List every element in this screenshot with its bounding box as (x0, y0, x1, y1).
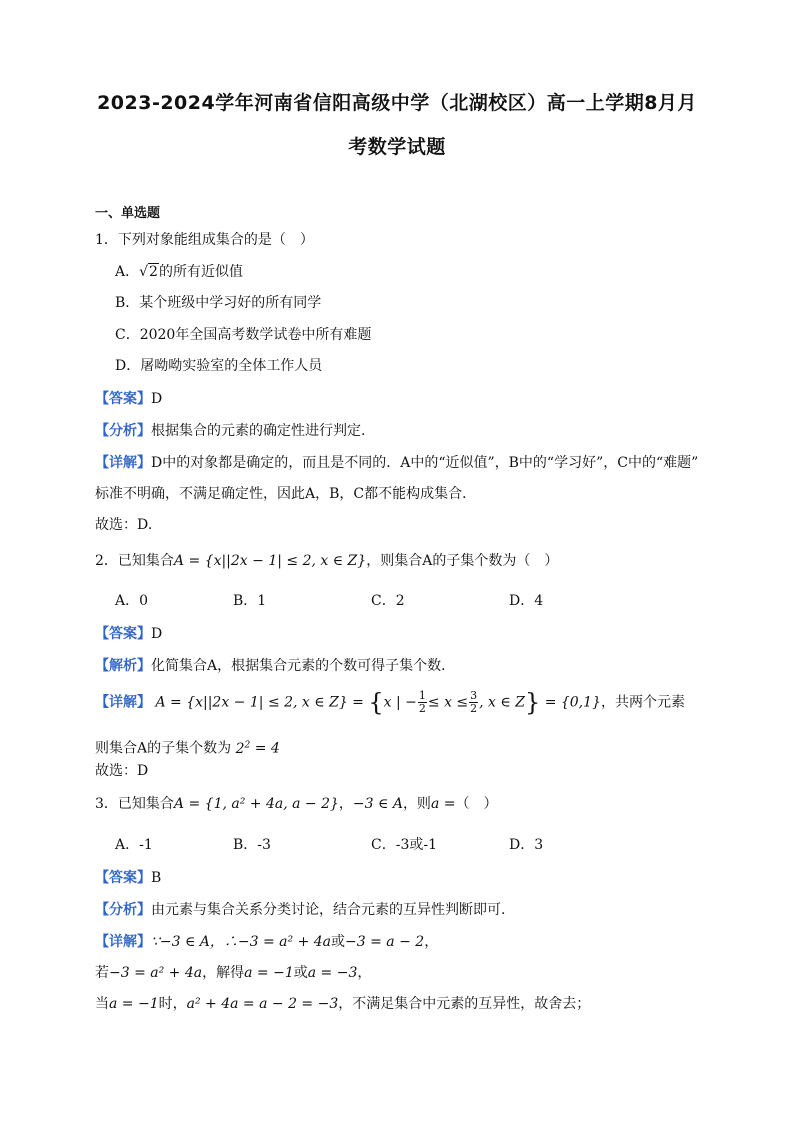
q2-conclusion-pre: 则集合A的子集个数为 (95, 740, 232, 757)
q3-case-end: ， (357, 965, 372, 981)
q2-stem-post: ，则集合A的子集个数为（ ） (366, 553, 559, 569)
q3-detail (95, 932, 438, 952)
q3-answer (95, 868, 161, 888)
q2-option-a: A．0 (115, 593, 149, 609)
q3-detail-end: ， (424, 934, 439, 950)
q2-stem-set: A = {x||2x − 1| ≤ 2, x ∈ Z} (173, 553, 367, 569)
q1-answer (95, 389, 162, 409)
q3-answer-value: B (151, 870, 162, 886)
q2-analysis (95, 656, 455, 676)
q2-analysis-text: 化简集合A，根据集合元素的个数可得子集个数． (151, 658, 456, 674)
q3-analysis (95, 900, 505, 920)
q2-stem (95, 551, 558, 571)
sqrt-symbol: √2 (139, 264, 158, 280)
analysis-tag: 【分析】 (95, 423, 151, 439)
q3-option-a: A．-1 (115, 837, 153, 853)
q3-option-c: C．-3或-1 (371, 837, 437, 853)
q3-stem-post: ，则 (402, 796, 431, 812)
q1-stem: 1．下列对象能组成集合的是（ ） (95, 232, 314, 248)
q3-stem-pre: 3．已知集合 (95, 796, 174, 812)
analysis-tag: 【解析】 (95, 658, 151, 674)
right-brace: } (524, 688, 541, 717)
q3-option-d: D．3 (509, 837, 544, 853)
q3-option-b: B．-3 (233, 837, 271, 853)
q2-detail-set: A = {x||2x − 1| ≤ 2, x ∈ Z} = (155, 694, 364, 711)
power-exponent: 2 (244, 740, 251, 750)
q1-option-a (115, 262, 243, 282)
left-brace: { (368, 688, 384, 717)
q2-answer (95, 624, 162, 644)
q1-option-d: D．屠呦呦实验室的全体工作人员 (115, 358, 323, 374)
q2-detail-result: = {0,1} (544, 694, 601, 711)
q3-check-line (95, 994, 590, 1014)
q3-check-pre: 当 (95, 996, 109, 1012)
q3-case-pre: 若 (95, 965, 109, 981)
q1-option-a-label: A． (115, 264, 140, 280)
q3-check-equation: a² + 4a = a − 2 = −3 (186, 996, 339, 1012)
fraction-denominator: 2 (418, 702, 426, 715)
q2-detail-inequality: ≤ x ≤ (427, 694, 469, 711)
detail-tag: 【详解】 (95, 934, 151, 950)
detail-tag: 【详解】 (95, 694, 151, 711)
q2-stem-pre: 2．已知集合 (95, 553, 174, 569)
q2-conclusion (95, 735, 280, 759)
q1-option-a-radicand: 2 (149, 264, 158, 280)
q2-detail-count: ，共两个元素 (600, 694, 685, 711)
q3-detail-or: 或 (331, 934, 346, 950)
fraction-three-halves (469, 690, 478, 715)
q3-check-mid: 时， (158, 996, 187, 1012)
document-title-line1: 2023-2024学年河南省信阳高级中学（北湖校区）高一上学期8月月 (97, 92, 697, 114)
q1-option-b: B．某个班级中学习好的所有同学 (115, 295, 322, 311)
q3-stem-end: （ ） (455, 796, 498, 812)
q2-option-b: B．1 (233, 593, 267, 609)
fraction-numerator: 3 (470, 689, 478, 702)
q1-choice: 故选：D. (95, 517, 153, 533)
q3-detail-math1: ∵−3 ∈ A，∴−3 = a² + 4a (151, 934, 332, 950)
section-heading: 一、单选题 (95, 206, 161, 221)
q3-stem-set: A = {1, a² + 4a, a − 2} (173, 796, 339, 812)
q1-option-c: C．2020年全国高考数学试卷中所有难题 (115, 327, 372, 343)
q1-option-a-text: 的所有近似值 (158, 264, 243, 280)
q1-detail-continued: 标准不明确，不满足确定性，因此A，B，C都不能构成集合． (95, 486, 477, 502)
q3-check-end: ，不满足集合中元素的互异性，故舍去； (338, 996, 591, 1012)
q2-answer-value: D (151, 626, 163, 642)
document-title-line2: 考数学试题 (348, 136, 446, 158)
q2-option-d: D．4 (509, 593, 544, 609)
analysis-tag: 【分析】 (95, 902, 151, 918)
q3-stem-sep: ， (338, 796, 353, 812)
q1-detail-text1: D中的对象都是确定的，而且是不同的．A中的“近似值”，B中的“学习好”，C中的“难题” (151, 455, 699, 471)
q1-analysis (95, 421, 365, 441)
q3-case-equation: −3 = a² + 4a (109, 965, 203, 981)
q2-detail-domain: , x ∈ Z (479, 694, 525, 711)
q3-case-mid: ，解得 (202, 965, 245, 981)
q2-option-c: C．2 (371, 593, 405, 609)
q3-stem-variable: a = (430, 796, 456, 812)
q2-conclusion-result: = 4 (254, 740, 280, 757)
fraction-denominator: 2 (470, 702, 478, 715)
q3-case-solution1: a = −1 (244, 965, 294, 981)
q3-analysis-text: 由元素与集合关系分类讨论，结合元素的互异性判断即可. (151, 902, 506, 918)
q3-case-solution2: a = −3 (307, 965, 358, 981)
fraction-one-half (418, 690, 427, 715)
q3-check-value: a = −1 (109, 996, 159, 1012)
q1-detail (95, 453, 698, 473)
q2-detail-x: x | − (383, 694, 417, 711)
q2-choice: 故选：D (95, 763, 149, 779)
q1-analysis-text: 根据集合的元素的确定性进行判定. (151, 423, 366, 439)
answer-tag: 【答案】 (95, 391, 151, 407)
q3-detail-math2: −3 = a − 2 (345, 934, 425, 950)
q3-stem-condition: −3 ∈ A (352, 796, 403, 812)
fraction-numerator: 1 (418, 689, 426, 702)
detail-tag: 【详解】 (95, 455, 151, 471)
q3-case-or: 或 (293, 965, 308, 981)
q1-answer-value: D (151, 391, 163, 407)
q2-conclusion-power (236, 741, 251, 757)
q2-detail (95, 690, 685, 715)
power-base: 2 (235, 740, 245, 757)
q3-case-line (95, 963, 371, 983)
answer-tag: 【答案】 (95, 870, 151, 886)
answer-tag: 【答案】 (95, 626, 151, 642)
q3-stem (95, 794, 497, 814)
